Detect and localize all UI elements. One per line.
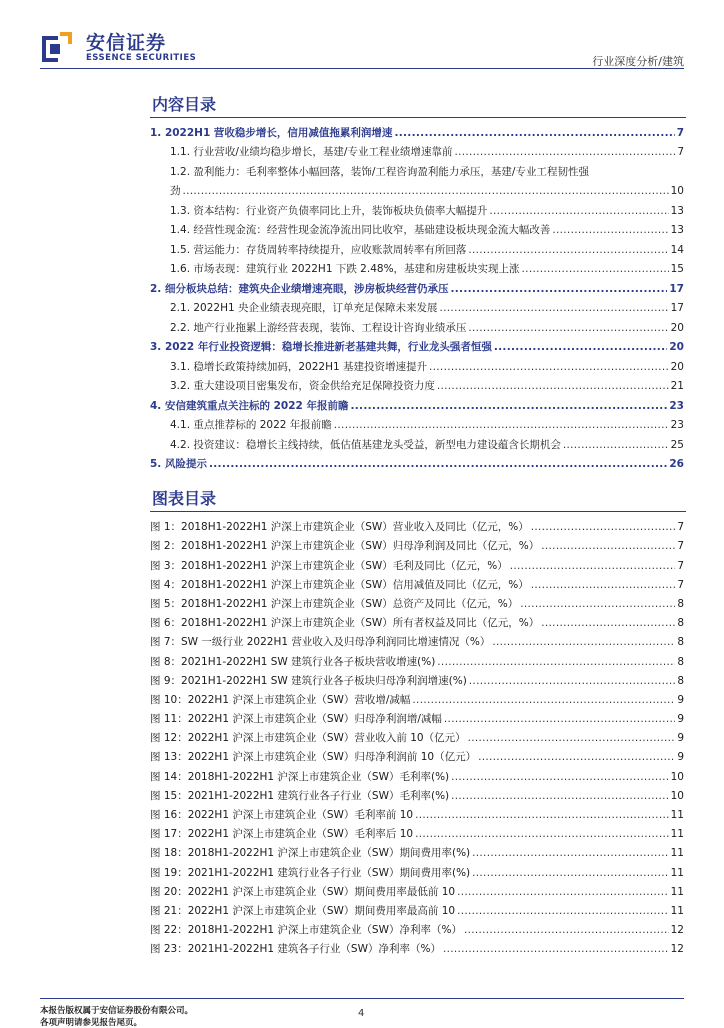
page-number: 4 — [358, 1008, 365, 1019]
content-toc — [150, 120, 684, 471]
leader-dots — [454, 146, 675, 159]
toc-entry-page: 21 — [670, 380, 684, 392]
figure-entry-label: 图 20：2022H1 沪深上市建筑企业（SW）期间费用率最低前 10 — [150, 885, 456, 898]
toc-entry-page: 17 — [669, 282, 684, 295]
toc-entry-page: 23 — [670, 419, 684, 431]
toc-entry-page: 10 — [670, 185, 684, 197]
figure-entry-page: 11 — [670, 847, 684, 860]
page-header — [0, 0, 724, 80]
toc-entry[interactable] — [150, 354, 684, 374]
leader-dots — [183, 185, 669, 198]
toc-entry-page: 23 — [669, 399, 684, 412]
toc-entry[interactable] — [150, 257, 684, 277]
toc-entry-label: 2. 细分板块总结：建筑央企业绩增速亮眼，涉房板块经营仍承压 — [150, 282, 449, 295]
figure-entry[interactable] — [150, 515, 684, 534]
header-divider — [40, 68, 684, 69]
figures-title-rule — [150, 511, 686, 512]
leader-dots — [350, 400, 667, 413]
figure-entry[interactable] — [150, 880, 684, 899]
toc-entry-label: 3. 2022 年行业投资逻辑：稳增长推进新老基建共舞，行业龙头强者恒强 — [150, 341, 492, 353]
leader-dots — [437, 380, 669, 393]
toc-entry-label: 4.2. 投资建议：稳增长主线持续，低估值基建龙头受益，新型电力建设蕴含长期机会 — [170, 438, 561, 451]
toc-entry-page: 20 — [670, 360, 684, 373]
figure-entry-label: 图 21：2022H1 沪深上市建筑企业（SW）期间费用率最高前 10 — [150, 904, 456, 917]
leader-dots — [457, 886, 669, 899]
figure-entry-page: 9 — [677, 732, 684, 745]
toc-entry-label[interactable]: 1.2. 盈利能力：毛利率整体小幅回落，装饰/工程咨询盈利能力承压，基建/专业工程韧性强 — [170, 165, 589, 178]
leader-dots — [415, 828, 669, 841]
figure-entry-page: 10 — [670, 789, 684, 802]
leader-dots — [394, 127, 674, 140]
leader-dots — [334, 419, 669, 432]
leader-dots — [429, 361, 669, 374]
leader-dots — [469, 675, 676, 688]
figure-entry[interactable] — [150, 553, 684, 572]
toc-entry-label: 1.6. 市场表现：建筑行业 2022H1 下跌 2.48%，基建和房建板块实现上涨 — [170, 263, 520, 275]
figure-entry-page: 8 — [677, 655, 684, 668]
figure-entry-label: 图 18：2018H1-2022H1 沪深上市建筑企业（SW）期间费用率(%) — [150, 847, 471, 860]
figure-entry-label: 图 19：2021H1-2022H1 建筑行业各子行业（SW）期间费用率(%) — [150, 866, 471, 879]
figure-entry-page: 11 — [670, 904, 684, 917]
toc-entry-page: 20 — [669, 341, 684, 353]
figure-entry-page: 8 — [677, 674, 684, 687]
figure-entry-label: 图 10：2022H1 沪深上市建筑企业（SW）营收增/减幅 — [150, 693, 411, 706]
leader-dots — [415, 809, 669, 822]
toc-chapter[interactable] — [150, 452, 684, 472]
leader-dots — [444, 713, 675, 726]
figure-entry[interactable] — [150, 649, 684, 668]
figure-entry[interactable] — [150, 803, 684, 822]
toc-entry-page: 17 — [670, 302, 684, 314]
figure-entry[interactable] — [150, 669, 684, 688]
figure-entry-label: 图 12：2022H1 沪深上市建筑企业（SW）营业收入前 10（亿元） — [150, 732, 466, 745]
toc-entry-page: 7 — [676, 126, 684, 139]
figure-entry[interactable] — [150, 726, 684, 745]
toc-entry-label: 1.4. 经营性现金流：经营性现金流净流出同比收窄，基础建设板块现金流大幅改善 — [170, 224, 551, 236]
figure-entry[interactable] — [150, 918, 684, 937]
toc-entry-label: 1.3. 资本结构：行业资产负债率同比上升，装饰板块负债率大幅提升 — [170, 204, 488, 217]
figure-entry-label: 图 6：2018H1-2022H1 沪深上市建筑企业（SW）所有者权益及同比（亿元，%） — [150, 617, 540, 630]
toc-entry-label: 2.1. 2022H1 央企业绩表现亮眼，订单充足保障未来发展 — [170, 302, 438, 314]
toc-entry-page: 14 — [670, 243, 684, 256]
leader-dots — [468, 322, 668, 335]
leader-dots — [494, 341, 668, 354]
leader-dots — [443, 943, 669, 956]
figure-entry[interactable] — [150, 784, 684, 803]
figure-entry[interactable] — [150, 573, 684, 592]
disclaimer-note: 各项声明请参见报告尾页。 — [40, 1018, 143, 1028]
brand-name-en: ESSENCE SECURITIES — [86, 53, 197, 63]
toc-entry-label: 2.2. 地产行业拖累上游经营表现，装饰、工程设计咨询业绩承压 — [170, 321, 467, 334]
figure-entry-label: 图 2：2018H1-2022H1 沪深上市建筑企业（SW）归母净利润及同比（亿元，%） — [150, 540, 540, 553]
figure-entry-page: 12 — [670, 943, 684, 956]
figure-entry[interactable] — [150, 822, 684, 841]
toc-entry[interactable] — [150, 140, 684, 160]
toc-entry[interactable] — [150, 315, 684, 335]
figure-entry-page: 9 — [677, 713, 684, 726]
toc-entry-page: 26 — [669, 458, 684, 470]
figure-entry-label: 图 16：2022H1 沪深上市建筑企业（SW）毛利率前 10 — [150, 809, 414, 821]
leader-dots — [520, 598, 675, 611]
toc-title: 内容目录 — [152, 95, 217, 114]
leader-dots — [451, 790, 668, 803]
figure-entry-page: 9 — [677, 693, 684, 706]
figure-entry[interactable] — [150, 745, 684, 764]
figure-entry-page: 7 — [677, 559, 684, 572]
toc-chapter[interactable] — [150, 120, 684, 140]
figure-entry-label: 图 1：2018H1-2022H1 沪深上市建筑企业（SW）营业收入及同比（亿元，%） — [150, 521, 529, 534]
leader-dots — [552, 224, 668, 237]
leader-dots — [541, 540, 675, 553]
figure-entry-label: 图 15：2021H1-2022H1 建筑行业各子行业（SW）毛利率(%) — [150, 789, 450, 802]
figure-entry[interactable] — [150, 534, 684, 553]
figure-entry[interactable] — [150, 592, 684, 611]
figure-entry-page: 11 — [670, 866, 684, 879]
leader-dots — [451, 771, 668, 784]
leader-dots — [478, 751, 675, 764]
toc-entry-label: 3.1. 稳增长政策持续加码，2022H1 基建投资增速提升 — [170, 360, 428, 373]
toc-entry-label: 4.1. 重点推荐标的 2022 年报前瞻 — [170, 419, 332, 431]
toc-chapter[interactable] — [150, 276, 684, 296]
figure-entry-label: 图 9：2021H1-2022H1 SW 建筑行业各子板块归母净利润增速(%) — [150, 674, 467, 687]
figure-entry-page: 8 — [677, 636, 684, 649]
figure-entry-page: 8 — [677, 617, 684, 630]
figure-entry[interactable] — [150, 860, 684, 879]
toc-entry-page: 7 — [677, 146, 684, 158]
figure-entry[interactable] — [150, 630, 684, 649]
figure-entry-label: 图 3：2018H1-2022H1 沪深上市建筑企业（SW）毛利及同比（亿元，%） — [150, 559, 508, 572]
figure-entry-page: 12 — [670, 924, 684, 937]
figure-entry[interactable] — [150, 937, 684, 956]
figure-toc — [150, 515, 684, 956]
figure-entry-page: 8 — [677, 597, 684, 610]
figure-entry-page: 11 — [670, 828, 684, 841]
report-type: 行业深度分析/建筑 — [592, 55, 684, 68]
figure-entry[interactable] — [150, 764, 684, 783]
toc-entry-page: 13 — [670, 204, 684, 217]
figure-entry-label: 图 22：2018H1-2022H1 沪深上市建筑企业（SW）净利率（%） — [150, 924, 462, 937]
figure-entry-page: 7 — [677, 578, 684, 591]
figure-entry-page: 11 — [670, 809, 684, 821]
brand-name-cn: 安信证券 — [86, 32, 167, 54]
figure-entry-page: 11 — [670, 885, 684, 898]
figure-entry-label: 图 4：2018H1-2022H1 沪深上市建筑企业（SW）信用减值及同比（亿元，%） — [150, 578, 529, 591]
leader-dots — [522, 263, 669, 276]
toc-entry-label: 1. 2022H1 营收稳步增长，信用减值拖累利润增速 — [150, 126, 393, 139]
toc-title-rule — [150, 117, 686, 118]
toc-entry[interactable] — [150, 237, 684, 257]
toc-entry[interactable] — [150, 413, 684, 433]
leader-dots — [510, 560, 676, 573]
figure-entry-label: 图 11：2022H1 沪深上市建筑企业（SW）归母净利润增/减幅 — [150, 713, 442, 726]
leader-dots — [531, 579, 676, 592]
figure-entry-label: 图 14：2018H1-2022H1 沪深上市建筑企业（SW）毛利率(%) — [150, 770, 450, 783]
figure-entry-label: 图 23：2021H1-2022H1 建筑各子行业（SW）净利率（%） — [150, 943, 441, 956]
toc-entry-label: 1.5. 营运能力：存货周转率持续提升，应收账款周转率有所回落 — [170, 243, 467, 256]
figure-entry-label: 图 7：SW 一级行业 2022H1 营业收入及归母净利润同比增速情况（%） — [150, 636, 491, 649]
copyright-note: 本报告版权属于安信证券股份有限公司。 — [40, 1006, 194, 1016]
essence-logo-icon — [40, 30, 74, 64]
leader-dots — [209, 458, 667, 471]
toc-entry[interactable] — [150, 296, 684, 316]
figure-entry-page: 9 — [677, 751, 684, 764]
toc-entry[interactable] — [150, 432, 684, 452]
leader-dots — [492, 636, 675, 649]
toc-entry-label: 1.1. 行业营收/业绩均稳步增长，基建/专业工程业绩增速靠前 — [170, 146, 453, 158]
toc-entry-page: 15 — [670, 263, 684, 275]
figure-entry-label: 图 13：2022H1 沪深上市建筑企业（SW）归母净利润前 10（亿元） — [150, 751, 477, 764]
figure-entry-page: 7 — [677, 521, 684, 534]
toc-chapter[interactable] — [150, 335, 684, 355]
leader-dots — [489, 205, 668, 218]
leader-dots — [563, 439, 669, 452]
figure-entry-label: 图 17：2022H1 沪深上市建筑企业（SW）毛利率后 10 — [150, 828, 414, 841]
toc-entry-label: 3.2. 重大建设项目密集发布，资金供给充足保障投资力度 — [170, 380, 435, 392]
figure-entry-label: 图 8：2021H1-2022H1 SW 建筑行业各子板块营收增速(%) — [150, 655, 436, 668]
leader-dots — [472, 867, 668, 880]
leader-dots — [450, 283, 667, 296]
toc-chapter[interactable] — [150, 393, 684, 413]
leader-dots — [468, 732, 676, 745]
figure-entry[interactable] — [150, 707, 684, 726]
leader-dots — [437, 656, 675, 669]
leader-dots — [472, 847, 668, 860]
footer-divider — [40, 998, 684, 999]
figure-entry-label: 图 5：2018H1-2022H1 沪深上市建筑企业（SW）总资产及同比（亿元，%） — [150, 597, 519, 610]
leader-dots — [457, 905, 669, 918]
leader-dots — [541, 617, 675, 630]
figure-entry-page: 7 — [677, 540, 684, 553]
figure-entry[interactable] — [150, 688, 684, 707]
toc-entry-label-cont: 劲 — [170, 185, 181, 197]
figure-entry[interactable] — [150, 841, 684, 860]
toc-entry[interactable] — [150, 198, 684, 218]
toc-entry-page: 13 — [670, 224, 684, 236]
toc-entry-page: 20 — [670, 321, 684, 334]
toc-entry[interactable] — [150, 179, 684, 199]
toc-entry[interactable] — [150, 218, 684, 238]
figures-title: 图表目录 — [152, 489, 217, 508]
leader-dots — [468, 244, 668, 257]
leader-dots — [464, 924, 669, 937]
toc-entry-label: 5. 风险提示 — [150, 458, 207, 470]
figure-entry[interactable] — [150, 899, 684, 918]
toc-entry[interactable] — [150, 374, 684, 394]
leader-dots — [440, 302, 669, 315]
toc-entry-label: 4. 安信建筑重点关注标的 2022 年报前瞻 — [150, 399, 349, 412]
figure-entry-page: 10 — [670, 770, 684, 783]
leader-dots — [531, 521, 676, 534]
leader-dots — [412, 694, 675, 707]
toc-entry-page: 25 — [670, 438, 684, 451]
figure-entry[interactable] — [150, 611, 684, 630]
